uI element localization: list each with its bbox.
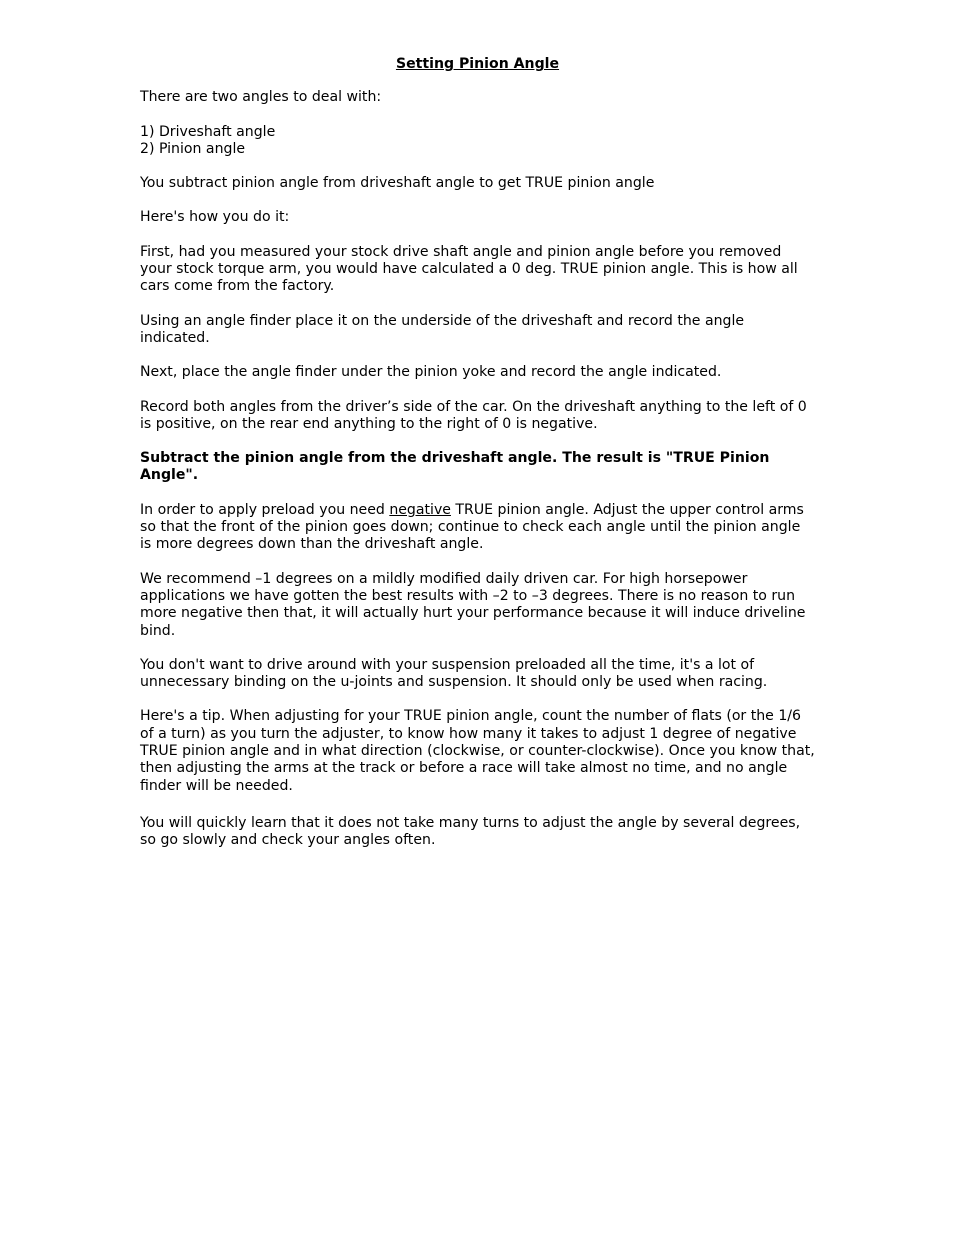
preload-text-end: TRUE pinion angle. Adjust the upper control arms so that the front of the pinion goes down; continue to check each angle until the pinion angle is more degrees down than the driveshaft angle.	[140, 501, 804, 553]
first-paragraph: First, had you measured your stock drive shaft angle and pinion angle before you removed your stock torque arm, you would have calculated a 0 deg. TRUE pinion angle. This is how all cars come from the factory.	[140, 243, 798, 295]
learn-paragraph: You will quickly learn that it does not take many turns to adjust the angle by several degrees, so go slowly and check your angles often.	[140, 814, 801, 849]
list-item: 1) Driveshaft angle	[140, 123, 276, 140]
preload-paragraph	[140, 502, 815, 554]
tip-paragraph: Here's a tip. When adjusting for your TRUE pinion angle, count the number of flats (or the 1/6 of a turn) as you turn the adjuster, to know how many it takes to adjust 1 degree of negative TRUE pinion angle and in what direction (clockwise, or counter-clockwise). Once you know that, then adjusting the arms at the track or before a race will take almost no time, and no angle finder will be needed.	[140, 708, 815, 794]
document-page	[140, 56, 815, 867]
howto-paragraph: Here's how you do it:	[140, 209, 290, 226]
record-angles-paragraph: Record both angles from the driver’s side of the car. On the driveshaft anything to the left of 0 is positive, on the rear end anything to the right of 0 is negative.	[140, 398, 807, 432]
subtract-paragraph: You subtract pinion angle from driveshaft angle to get TRUE pinion angle	[140, 175, 655, 192]
pinion-yoke-paragraph: Next, place the angle finder under the pinion yoke and record the angle indicated.	[140, 364, 722, 381]
intro-paragraph: There are two angles to deal with:	[140, 89, 382, 106]
page-title: Setting Pinion Angle	[395, 56, 560, 72]
preload-text-start: In order to apply preload you need	[140, 501, 390, 518]
list-item: 2) Pinion angle	[140, 140, 246, 157]
angle-finder-paragraph: Using an angle finder place it on the underside of the driveshaft and record the angle indicated.	[140, 312, 745, 346]
recommend-paragraph: We recommend –1 degrees on a mildly modified daily driven car. For high horsepower applications we have gotten the best results with –2 to –3 degrees. There is no reason to run more negative then that, it will actually hurt your performance because it will induce driveline bind.	[140, 570, 806, 639]
angle-list	[140, 124, 815, 159]
drive-around-paragraph: You don't want to drive around with your suspension preloaded all the time, it's a lot of unnecessary binding on the u-joints and suspension. It should only be used when racing.	[140, 656, 768, 691]
negative-emphasis: negative	[389, 501, 451, 518]
true-pinion-angle-note: Subtract the pinion angle from the driveshaft angle. The result is "TRUE Pinion Angle".	[140, 450, 770, 484]
